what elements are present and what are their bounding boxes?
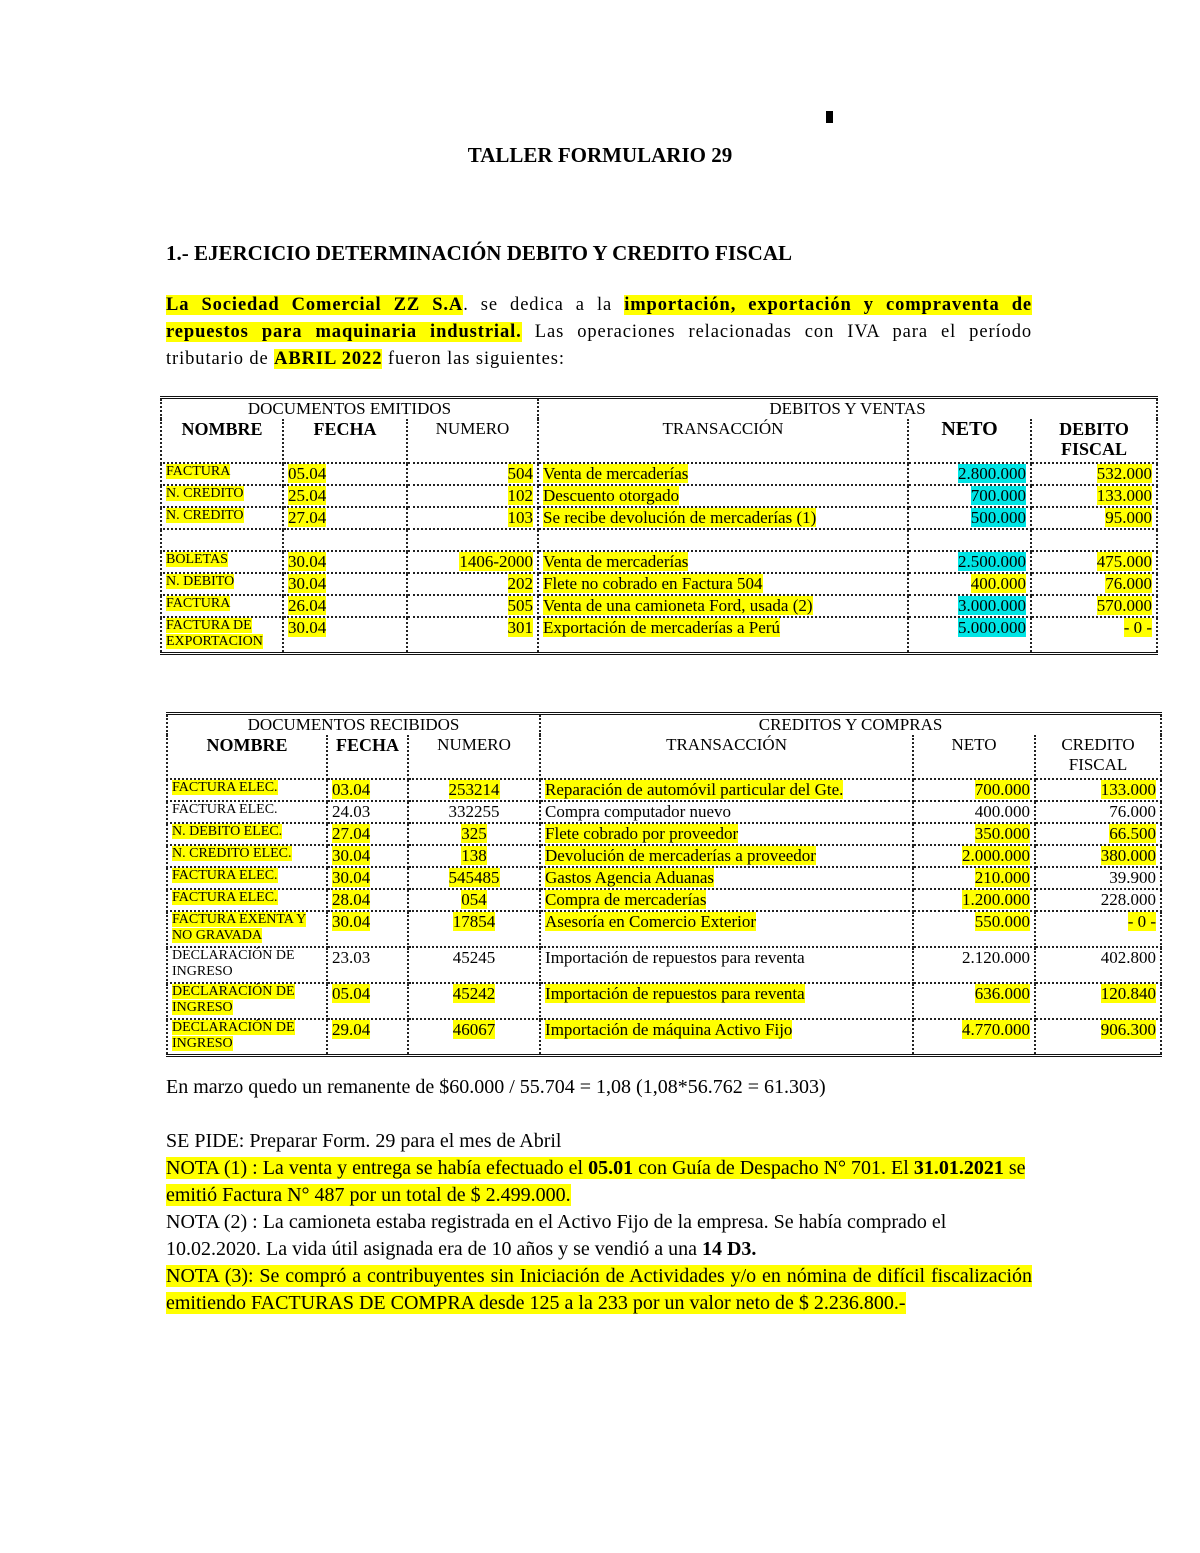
remanente-line: En marzo quedo un remanente de $60.000 / 55.704 = 1,08 (1,08*56.762 = 61.303) [166,1076,826,1098]
transaction: Venta de mercaderías [543,552,689,571]
nota1-b: 05.01 [588,1157,634,1179]
table1-header-neto: NETO [908,419,1031,463]
debit-amount: 76.000 [1105,574,1153,593]
table-row [167,1019,1161,1055]
doc-date: 25.04 [288,486,327,505]
table1-header-numero: NUMERO [407,419,538,463]
doc-name: FACTURA ELEC. [172,780,278,795]
intro-text-2: Las operaciones relacionadas con IVA para el período tributario de [166,322,1032,369]
net-amount: 350.000 [974,824,1031,843]
table-row [167,845,1161,867]
table-row [161,595,1157,617]
doc-number: 301 [507,618,533,637]
nota-3 [166,1263,1032,1317]
table-row [161,551,1157,573]
transaction: Gastos Agencia Aduanas [545,868,715,887]
doc-number: 46067 [452,1020,496,1039]
doc-name: FACTURA ELEC. [172,802,278,817]
doc-name: BOLETAS [166,552,228,567]
credit-amount: 120.840 [1100,984,1157,1003]
doc-name: FACTURA [166,596,231,611]
transaction: Exportación de mercaderías a Perú [543,618,780,637]
page-marker [826,111,833,123]
transaction: Descuento otorgado [543,486,680,505]
transaction: Flete no cobrado en Factura 504 [543,574,763,593]
transaction: Asesoría en Comercio Exterior [545,912,757,931]
nota1-a: NOTA (1) : La venta y entrega se había efectuado el [166,1157,589,1179]
tax-period: ABRIL 2022 [274,349,383,369]
credit-amount: - 0 - [1127,912,1157,931]
doc-number: 325 [461,824,487,843]
transaction: Venta de mercaderías [543,464,689,483]
net-amount: 2.500.000 [958,552,1026,571]
section-heading: 1.- EJERCICIO DETERMINACIÓN DEBITO Y CREDITO FISCAL [166,241,793,265]
table-row [161,485,1157,507]
notes-section [166,1074,1032,1317]
doc-number: 102 [507,486,533,505]
doc-name: DECLARACIÓN DE INGRESO [172,948,295,979]
nota2-b: 14 D3. [701,1238,757,1260]
doc-date: 05.04 [288,464,327,483]
doc-name: DECLARACIÓN DE INGRESO [172,984,295,1015]
net-amount: 2.000.000 [962,846,1031,865]
doc-date: 27.04 [288,508,327,527]
doc-name: FACTURA EXENTA Y NO GRAVADA [172,912,307,943]
doc-date: 30.04 [288,552,327,571]
nota-1 [166,1155,1032,1209]
net-amount: 3.000.000 [958,596,1026,615]
doc-name: N. DEBITO [166,574,235,589]
table1-group-right: DEBITOS Y VENTAS [538,398,1157,420]
debit-amount: 133.000 [1096,486,1153,505]
debit-amount: 475.000 [1096,552,1153,571]
table1-group-left: DOCUMENTOS EMITIDOS [161,398,538,420]
nota3-text: NOTA (3): Se compró a contribuyentes sin Iniciación de Actividades y/o en nómina de difícil fiscalización emitiendo FACTURAS DE COMPRA desde 125 a la 233 por un valor neto de $ 2.236.800.- [166,1265,1032,1314]
doc-date: 05.04 [332,984,371,1003]
doc-date: 29.04 [332,1020,371,1039]
table-row [167,889,1161,911]
se-pide-line: SE PIDE: Preparar Form. 29 para el mes de Abril [166,1130,562,1152]
net-amount: 400.000 [970,574,1026,593]
table1-header-fecha: FECHA [283,419,407,463]
table-row [167,911,1161,947]
net-amount: 2.800.000 [958,464,1026,483]
net-amount: 1.200.000 [962,890,1031,909]
doc-date: 30.04 [332,846,371,865]
nota2-a: NOTA (2) : La camioneta estaba registrada en el Activo Fijo de la empresa. Se había comprado el 10.02.2020. La vida útil asignada era de 10 años y se vendió a una [166,1211,947,1260]
table-row [161,507,1157,529]
nota1-d: 31.01.2021 [913,1157,1004,1179]
net-amount: 2.120.000 [962,948,1031,967]
doc-name: FACTURA DE EXPORTACION [166,618,263,649]
net-amount: 400.000 [974,802,1031,821]
doc-date: 03.04 [332,780,371,799]
table1-header-nombre: NOMBRE [161,419,283,463]
doc-name: FACTURA ELEC. [172,868,278,883]
doc-date: 26.04 [288,596,327,615]
doc-number: 138 [461,846,487,865]
doc-name: N. CREDITO [166,486,244,501]
table2-group-left: DOCUMENTOS RECIBIDOS [167,714,540,736]
table2-header-credito: CREDITO FISCAL [1035,735,1161,779]
nota1-e: se emitió Factura N° 487 por un total de $ 2.499.000. [166,1157,1026,1206]
doc-number: 253214 [448,780,500,799]
doc-date: 23.03 [332,948,371,967]
intro-paragraph [166,292,1032,373]
credit-amount: 76.000 [1109,802,1157,821]
doc-number: 504 [507,464,533,483]
transaction: Importación de repuestos para reventa [545,984,805,1003]
net-amount: 5.000.000 [958,618,1026,637]
doc-date: 28.04 [332,890,371,909]
doc-name: N. DEBITO ELEC. [172,824,283,839]
doc-date: 24.03 [332,802,371,821]
doc-date: 30.04 [332,868,371,887]
table2-header-transaccion: TRANSACCIÓN [540,735,913,779]
doc-number: 103 [507,508,533,527]
table2-group-right: CREDITOS Y COMPRAS [540,714,1161,736]
doc-number: 45245 [452,948,496,967]
doc-date: 30.04 [288,618,327,637]
company-name: La Sociedad Comercial ZZ S.A [166,295,464,315]
table-row [167,983,1161,1019]
page-title: TALLER FORMULARIO 29 [467,143,733,167]
company-activity: importación, exportación y compraventa de repuestos para maquinaria industrial. [166,295,1033,342]
issued-documents-table [160,396,1158,655]
doc-date: 27.04 [332,824,371,843]
transaction: Se recibe devolución de mercaderías (1) [543,508,817,527]
doc-number: 17854 [452,912,496,931]
credit-amount: 133.000 [1100,780,1157,799]
debit-amount: 95.000 [1105,508,1153,527]
doc-number: 1406-2000 [459,552,533,571]
credit-amount: 402.800 [1100,948,1157,967]
transaction: Reparación de automóvil particular del Gte. [545,780,844,799]
table-row [167,947,1161,983]
doc-number: 202 [507,574,533,593]
table-row [161,463,1157,485]
transaction: Importación de repuestos para reventa [545,948,805,967]
transaction: Importación de máquina Activo Fijo [545,1020,793,1039]
doc-name: N. CREDITO ELEC. [172,846,292,861]
table2-header-numero: NUMERO [408,735,540,779]
table1-header-debito: DEBITO FISCAL [1031,419,1157,463]
debit-amount: - 0 - [1123,618,1153,637]
table-row [167,823,1161,845]
table2-header-neto: NETO [913,735,1035,779]
doc-name: DECLARACIÓN DE INGRESO [172,1020,295,1051]
table1-header-transaccion: TRANSACCIÓN [538,419,908,463]
credit-amount: 66.500 [1109,824,1157,843]
net-amount: 550.000 [974,912,1031,931]
net-amount: 4.770.000 [962,1020,1031,1039]
credit-amount: 380.000 [1100,846,1157,865]
net-amount: 700.000 [970,486,1026,505]
debit-amount: 570.000 [1096,596,1153,615]
credit-amount: 39.900 [1109,868,1157,887]
doc-number: 505 [507,596,533,615]
spacer-row [161,529,1157,551]
nota-2 [166,1209,1032,1263]
doc-number: 545485 [448,868,500,887]
credit-amount: 906.300 [1100,1020,1157,1039]
net-amount: 500.000 [970,508,1026,527]
table-row [167,867,1161,889]
table2-header-nombre: NOMBRE [167,735,327,779]
doc-number: 45242 [452,984,496,1003]
table-row [161,573,1157,595]
table-row [161,617,1157,653]
table-row [167,801,1161,823]
net-amount: 210.000 [974,868,1031,887]
doc-name: N. CREDITO [166,508,244,523]
intro-text-1: . se dedica a la [463,295,625,315]
transaction: Flete cobrado por proveedor [545,824,739,843]
received-documents-table [166,712,1162,1057]
doc-date: 30.04 [288,574,327,593]
doc-date: 30.04 [332,912,371,931]
net-amount: 636.000 [974,984,1031,1003]
transaction: Compra computador nuevo [545,802,732,821]
intro-text-3: fueron las siguientes: [382,349,565,369]
table2-header-fecha: FECHA [327,735,408,779]
debit-amount: 532.000 [1096,464,1153,483]
doc-number: 332255 [448,802,500,821]
transaction: Devolución de mercaderías a proveedor [545,846,816,865]
doc-name: FACTURA ELEC. [172,890,278,905]
doc-number: 054 [461,890,487,909]
credit-amount: 228.000 [1100,890,1157,909]
transaction: Venta de una camioneta Ford, usada (2) [543,596,813,615]
transaction: Compra de mercaderías [545,890,707,909]
net-amount: 700.000 [974,780,1031,799]
doc-name: FACTURA [166,464,231,479]
table-row [167,779,1161,801]
nota1-c: con Guía de Despacho N° 701. El [633,1157,914,1179]
